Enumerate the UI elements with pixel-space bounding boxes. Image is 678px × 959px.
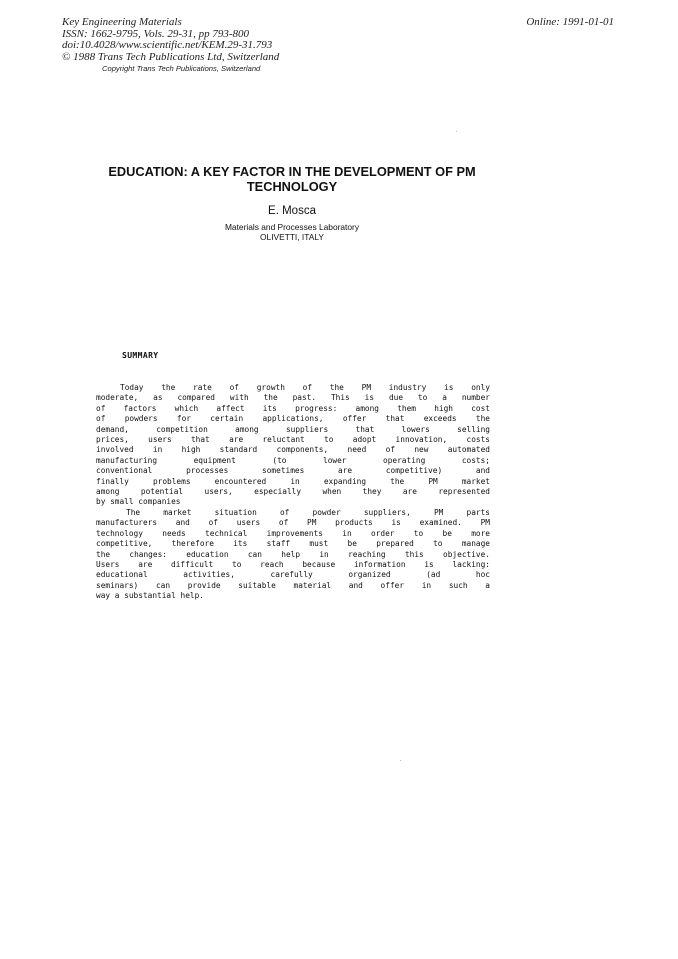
doi-line[interactable]: doi:10.4028/www.scientific.net/KEM.29-31.793 bbox=[62, 39, 273, 52]
summary-line: moderate, as compared with the past. This is due to a number bbox=[96, 393, 490, 403]
summary-line: prices, users that are reluctant to adopt innovation, costs bbox=[96, 435, 490, 445]
publisher-line: © 1988 Trans Tech Publications Ltd, Switzerland bbox=[62, 50, 280, 63]
summary-line: finally problems encountered in expanding the PM market bbox=[96, 476, 490, 486]
author-name: E. Mosca bbox=[268, 205, 316, 217]
paper-title-line: EDUCATION: A KEY FACTOR IN THE DEVELOPMENT OF PM bbox=[108, 164, 476, 179]
affiliation-line: Materials and Processes Laboratory bbox=[224, 222, 360, 232]
issn-line: ISSN: 1662-9795, Vols. 29-31, pp 793-800 bbox=[62, 27, 249, 40]
paper-title-line: TECHNOLOGY bbox=[246, 179, 338, 194]
summary-line: of factors which affect its progress: among them high cost bbox=[96, 403, 490, 413]
summary-line: manufacturers and of users of PM products is examined. PM bbox=[96, 518, 490, 528]
summary-line: educational activities, carefully organized (ad hoc bbox=[96, 570, 490, 580]
journal-name: Key Engineering Materials bbox=[62, 16, 182, 28]
paper-title bbox=[100, 164, 484, 194]
summary-line: way a substantial help. bbox=[96, 591, 204, 601]
summary-line: demand, competition among suppliers that lowers selling bbox=[96, 424, 490, 434]
summary-line: technology needs technical improvements in order to be more bbox=[96, 528, 490, 538]
summary-line: among potential users, especially when they are represented bbox=[96, 487, 490, 497]
online-date: Online: 1991-01-01 bbox=[526, 16, 614, 28]
summary-line: Today the rate of growth of the PM industry is only bbox=[120, 383, 490, 392]
summary-line: competitive, therefore its staff must be prepared to manage bbox=[96, 539, 490, 549]
summary-line: of powders for certain applications, offer that exceeds the bbox=[96, 414, 490, 424]
journal-header bbox=[62, 17, 279, 63]
summary-text bbox=[96, 383, 490, 602]
summary-line: manufacturing equipment (to lower operating costs; bbox=[96, 455, 490, 465]
summary-line: The market situation of powder suppliers, PM parts bbox=[126, 507, 490, 517]
affiliation-line: OLIVETTI, ITALY bbox=[260, 232, 324, 242]
summary-line: by small companies bbox=[96, 497, 181, 507]
summary-line: seminars) can provide suitable material and offer in such a bbox=[96, 580, 490, 590]
summary-line: Users are difficult to reach because information is lacking: bbox=[96, 559, 490, 569]
summary-line: involved in high standard components, need of new automated bbox=[96, 445, 490, 455]
affiliation bbox=[100, 222, 484, 242]
summary-line: conventional processes sometimes are competitive) and bbox=[96, 466, 490, 476]
scan-speck bbox=[400, 760, 401, 761]
summary-heading: SUMMARY bbox=[122, 351, 159, 360]
copyright-notice: Copyright Trans Tech Publications, Switzerland bbox=[102, 64, 261, 73]
scan-speck bbox=[456, 131, 457, 132]
summary-line: the changes: education can help in reaching this objective. bbox=[96, 549, 490, 559]
